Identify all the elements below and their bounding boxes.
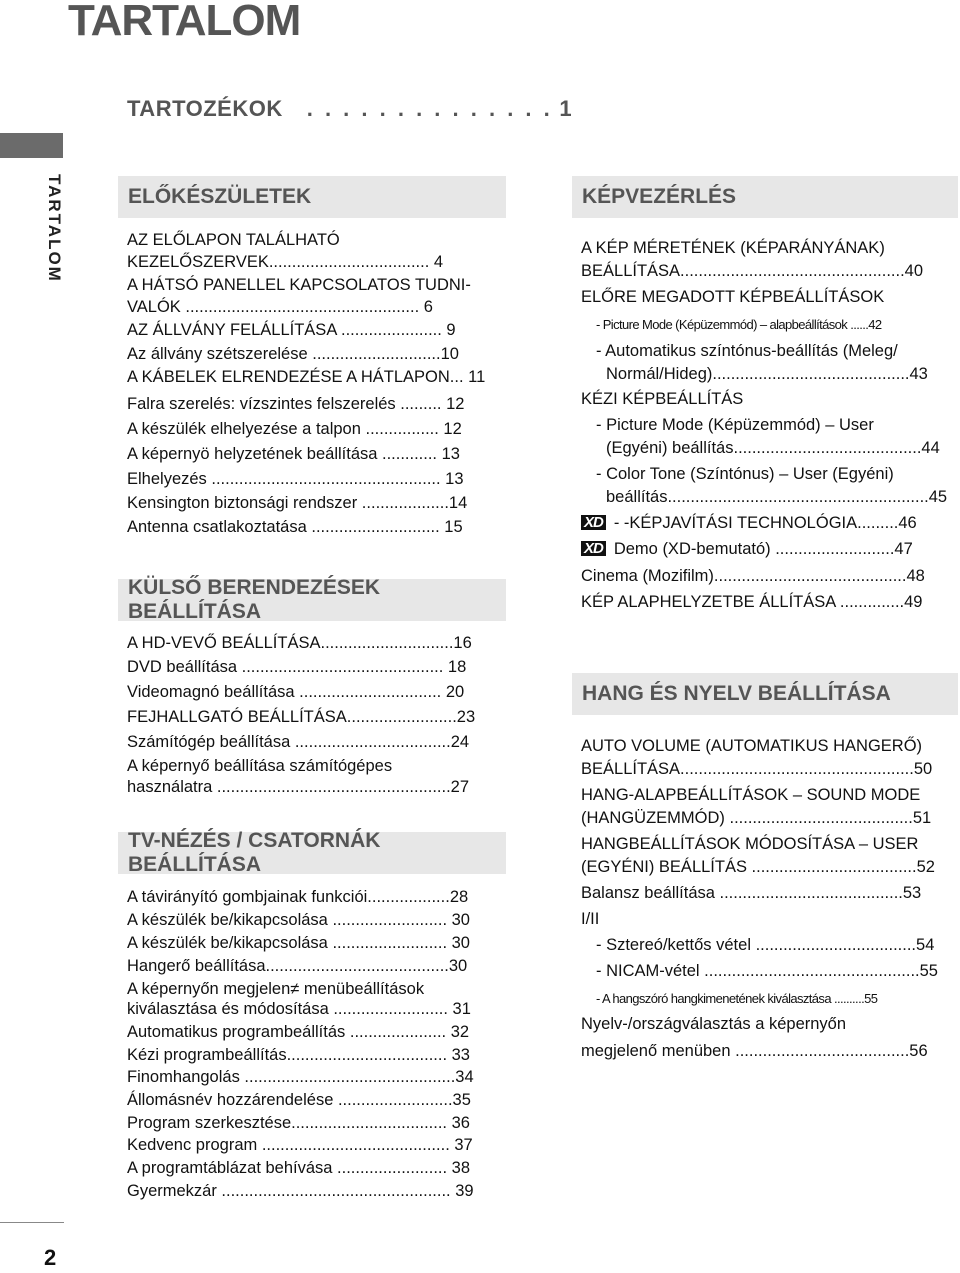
toc-entry[interactable]: Kensington biztonsági rendszer ...................14 bbox=[127, 494, 468, 512]
toc-entry[interactable]: A képernyőn megjelen≠ menübeállítások bbox=[127, 980, 425, 998]
toc-entry[interactable]: HANGBEÁLLÍTÁSOK MÓDOSÍTÁSA – USER bbox=[581, 835, 919, 853]
toc-entry[interactable]: Finomhangolás ..............................................34 bbox=[127, 1068, 474, 1086]
toc-entry[interactable]: Videomagnó beállítása ............................... 20 bbox=[127, 683, 465, 701]
toc-entry[interactable]: (EGYÉNI) BEÁLLÍTÁS ....................................52 bbox=[581, 858, 935, 876]
toc-entry[interactable]: Program szerkesztése.................................. 36 bbox=[127, 1114, 470, 1132]
toc-entry[interactable]: BEÁLLÍTÁSA...................................................50 bbox=[581, 760, 933, 778]
section-header-tv: TV-NÉZÉS / CSATORNÁK BEÁLLÍTÁSA bbox=[118, 832, 506, 874]
toc-entry[interactable]: HANG-ALAPBEÁLLÍTÁSOK – SOUND MODE bbox=[581, 786, 921, 804]
toc-entry[interactable]: A HÁTSÓ PANELLEL KAPCSOLATOS TUDNI- bbox=[127, 276, 471, 294]
toc-entry[interactable]: (HANGÜZEMMÓD) ........................................51 bbox=[581, 809, 932, 827]
toc-entry[interactable]: - Picture Mode (Képüzemmód) – alapbeállítások ......42 bbox=[596, 317, 882, 332]
toc-entry[interactable]: megjelenő menüben ......................................56 bbox=[581, 1042, 928, 1060]
toc-entry[interactable]: KÉZI KÉPBEÁLLÍTÁS bbox=[581, 390, 744, 408]
toc-entry[interactable]: VALÓK ................................................... 6 bbox=[127, 298, 433, 316]
toc-entry[interactable]: A készülék elhelyezése a talpon ................ 12 bbox=[127, 420, 462, 438]
section-header-external: KÜLSŐ BERENDEZÉSEK BEÁLLÍTÁSA bbox=[118, 579, 506, 621]
toc-entry[interactable]: kiválasztása és módosítása ......................... 31 bbox=[127, 1000, 471, 1018]
toc-entry[interactable]: KÉP ALAPHELYZETBE ÁLLÍTÁSA ..............49 bbox=[581, 593, 923, 611]
section-header-picture: KÉPVEZÉRLÉS bbox=[572, 176, 958, 218]
section-header-sound: HANG ÉS NYELV BEÁLLÍTÁSA bbox=[572, 673, 958, 715]
toc-entry[interactable]: Számítógép beállítása ..................................24 bbox=[127, 733, 470, 751]
toc-entry[interactable]: Falra szerelés: vízszintes felszerelés ......... 12 bbox=[127, 395, 465, 413]
xd-logo-icon: XD bbox=[581, 515, 606, 530]
toc-entry[interactable]: - Automatikus színtónus-beállítás (Meleg/ bbox=[596, 342, 898, 360]
toc-entry[interactable]: - NICAM-vétel ...............................................55 bbox=[596, 962, 938, 980]
toc-entry[interactable]: Balansz beállítása ........................................53 bbox=[581, 884, 922, 902]
toc-entry-xd-technology[interactable] bbox=[581, 512, 917, 535]
toc-entry[interactable]: használatra ...................................................27 bbox=[127, 778, 470, 796]
toc-entry[interactable]: AUTO VOLUME (AUTOMATIKUS HANGERŐ) bbox=[581, 737, 923, 755]
footer-divider bbox=[0, 1222, 64, 1223]
toc-entry[interactable]: A távirányító gombjainak funkciói..................28 bbox=[127, 888, 469, 906]
xd-logo-icon: XD bbox=[581, 541, 606, 556]
toc-entry[interactable]: - A hangszóró hangkimenetének kiválasztása ..........55 bbox=[596, 991, 878, 1006]
toc-entry[interactable]: A KÁBELEK ELRENDEZÉSE A HÁTLAPON... 11 bbox=[127, 368, 486, 386]
page-number: 2 bbox=[44, 1245, 57, 1270]
toc-entry[interactable]: Állomásnév hozzárendelése .........................35 bbox=[127, 1091, 471, 1109]
toc-entry[interactable]: Automatikus programbeállítás ..................... 32 bbox=[127, 1023, 470, 1041]
accessories-page: 1 bbox=[559, 96, 573, 121]
toc-entry[interactable]: Az állvány szétszerelése ............................10 bbox=[127, 345, 459, 363]
toc-entry[interactable]: KEZELŐSZERVEK................................... 4 bbox=[127, 253, 444, 271]
toc-entry-text: - -KÉPJAVÍTÁSI TECHNOLÓGIA.........46 bbox=[613, 514, 917, 532]
toc-entry[interactable]: AZ ÁLLVÁNY FELÁLLÍTÁSA ...................... 9 bbox=[127, 321, 456, 339]
toc-entry[interactable]: Normál/Hideg)...........................................43 bbox=[606, 365, 928, 383]
toc-entry[interactable]: A képernyö helyzetének beállítása ............ 13 bbox=[127, 445, 460, 463]
toc-entry[interactable]: Antenna csatlakoztatása ............................ 15 bbox=[127, 518, 463, 536]
toc-entry[interactable]: Nyelv-/országválasztás a képernyőn bbox=[581, 1015, 847, 1033]
toc-entry[interactable]: - Color Tone (Színtónus) – User (Egyéni) bbox=[596, 465, 894, 483]
toc-entry[interactable]: Kézi programbeállítás................................... 33 bbox=[127, 1046, 470, 1064]
toc-entry[interactable]: FEJHALLGATÓ BEÁLLÍTÁSA........................23 bbox=[127, 708, 476, 726]
toc-entry[interactable]: Elhelyezés .................................................. 13 bbox=[127, 470, 464, 488]
toc-accessories[interactable] bbox=[127, 96, 572, 122]
toc-entry[interactable]: - Picture Mode (Képüzemmód) – User bbox=[596, 416, 874, 434]
toc-entry[interactable]: A képernyő beállítása számítógépes bbox=[127, 757, 393, 775]
accessories-label: TARTOZÉKOK bbox=[127, 96, 283, 121]
toc-entry[interactable]: BEÁLLÍTÁSA.................................................40 bbox=[581, 262, 924, 280]
toc-entry[interactable]: - Sztereó/kettős vétel ...................................54 bbox=[596, 936, 935, 954]
toc-entry[interactable]: A HD-VEVŐ BEÁLLÍTÁSA.............................16 bbox=[127, 634, 472, 652]
side-tab-marker bbox=[0, 133, 63, 158]
toc-entry[interactable]: AZ ELŐLAPON TALÁLHATÓ bbox=[127, 231, 340, 249]
toc-entry[interactable]: Cinema (Mozifilm)..........................................48 bbox=[581, 567, 925, 585]
toc-entry-text: Demo (XD-bemutató) ..........................47 bbox=[613, 540, 913, 558]
toc-entry[interactable]: Gyermekzár .................................................. 39 bbox=[127, 1182, 474, 1200]
toc-entry-xd-demo[interactable] bbox=[581, 538, 913, 561]
toc-entry[interactable]: Hangerő beállítása........................................30 bbox=[127, 957, 468, 975]
toc-entry[interactable]: (Egyéni) beállítás.........................................44 bbox=[606, 439, 940, 457]
toc-entry[interactable]: DVD beállítása ............................................ 18 bbox=[127, 658, 467, 676]
page-title: TARTALOM bbox=[68, 0, 301, 45]
toc-entry[interactable]: I/II bbox=[581, 910, 600, 928]
leader-dots: . . . . . . . . . . . . . . bbox=[306, 96, 553, 121]
toc-entry[interactable]: ELŐRE MEGADOTT KÉPBEÁLLÍTÁSOK bbox=[581, 288, 885, 306]
toc-entry[interactable]: A programtáblázat behívása ........................ 38 bbox=[127, 1159, 471, 1177]
toc-entry[interactable]: A KÉP MÉRETÉNEK (KÉPARÁNYÁNAK) bbox=[581, 239, 885, 257]
toc-entry[interactable]: beállítás.........................................................45 bbox=[606, 488, 948, 506]
side-label: TARTALOM bbox=[45, 174, 64, 283]
section-header-preparation: ELŐKÉSZÜLETEK bbox=[118, 176, 506, 218]
toc-entry[interactable]: A készülék be/kikapcsolása ......................... 30 bbox=[127, 911, 470, 929]
toc-entry[interactable]: Kedvenc program ......................................... 37 bbox=[127, 1136, 473, 1154]
toc-entry[interactable]: A készülék be/kikapcsolása ......................... 30 bbox=[127, 934, 470, 952]
